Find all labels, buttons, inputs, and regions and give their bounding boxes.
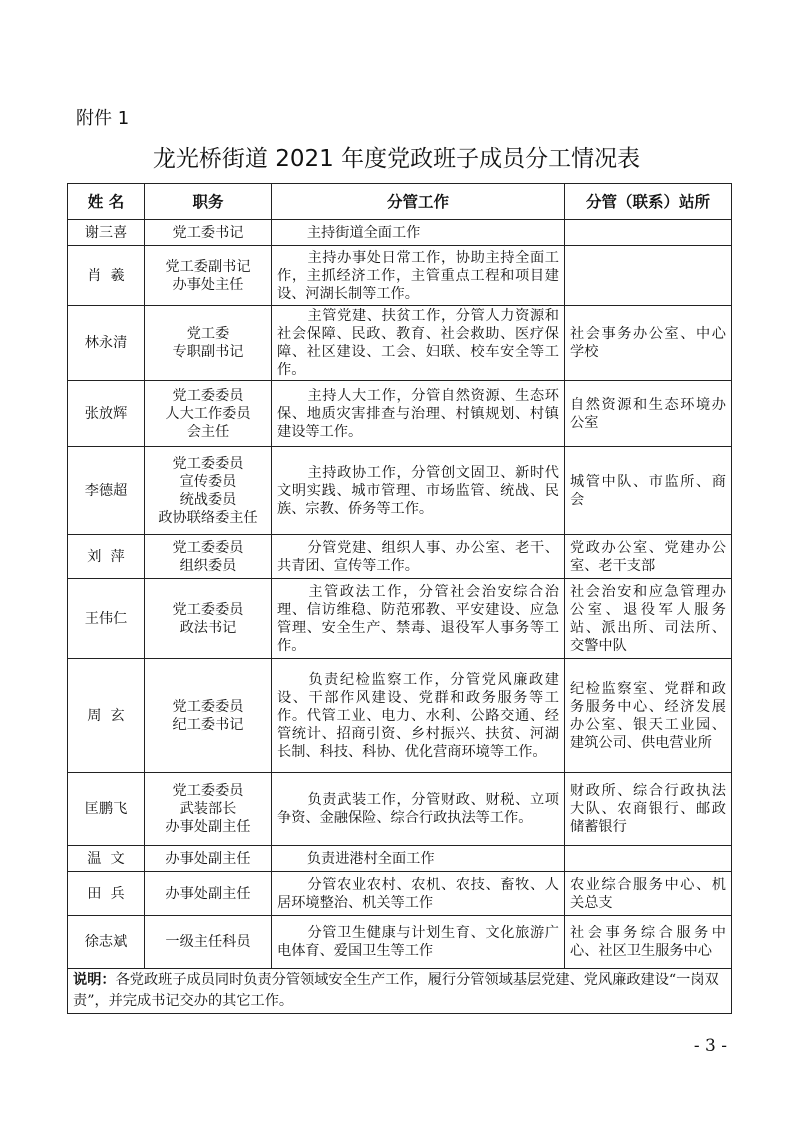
member-station: 社会事务综合服务中心、社区卫生服务中心	[565, 916, 732, 969]
member-role	[145, 381, 272, 447]
role-line: 办事处副主任	[165, 850, 251, 867]
member-name: 田 兵	[68, 872, 145, 916]
header-role: 职务	[145, 184, 272, 220]
work-text: 分管农业农村、农机、农技、畜牧、人居环境整治、机关等工作	[277, 876, 559, 911]
work-text: 主持办事处日常工作，协助主持全面工作，主抓经济工作，主管重点工程和项目建设、河湖长制等工作。	[277, 249, 559, 302]
work-text: 负责纪检监察工作，分管党风廉政建设、干部作风建设、党群和政务服务等工作。代管工业、电力、水利、公路交通、经管统计、招商引资、乡村振兴、扶贫、河湖长制、科技、科协、优化营商环境等工作。	[277, 671, 559, 760]
role-line: 办事处副主任	[165, 885, 251, 902]
table-row	[68, 220, 732, 246]
role-line: 人大工作委员	[165, 405, 251, 422]
member-role	[145, 659, 272, 773]
table-row	[68, 306, 732, 381]
role-line: 会主任	[186, 423, 230, 440]
role-line: 党工委委员	[172, 387, 244, 404]
role-line: 一级主任科员	[165, 934, 251, 950]
work-text: 分管党建、组织人事、办公室、老干、共青团、宣传等工作。	[277, 539, 559, 574]
assignment-table	[67, 183, 732, 1014]
role-line: 党工委	[186, 326, 230, 342]
document-title: 龙光桥街道 2021 年度党政班子成员分工情况表	[152, 146, 641, 172]
member-name: 张放辉	[68, 381, 145, 447]
member-work	[272, 579, 565, 659]
member-station: 财政所、综合行政执法大队、农商银行、邮政储蓄银行	[565, 773, 732, 846]
header-station: 分管（联系）站所	[565, 184, 732, 220]
member-name: 刘 萍	[68, 535, 145, 579]
work-text: 负责武装工作，分管财政、财税、立项争资、金融保险、综合行政执法等工作。	[277, 792, 559, 826]
member-work	[272, 381, 565, 447]
member-station: 城管中队、市监所、商会	[565, 447, 732, 535]
work-text: 主管党建、扶贫工作，分管人力资源和社会保障、民政、教育、社会救助、医疗保障、社区建设、工会、妇联、校车安全等工作。	[277, 308, 559, 378]
role-line: 政协联络委主任	[158, 509, 258, 526]
work-text: 负责进港村全面工作	[306, 850, 435, 867]
member-station	[565, 220, 732, 246]
member-role	[145, 220, 272, 246]
role-line: 党工委委员	[172, 601, 244, 618]
member-name: 周 玄	[68, 659, 145, 773]
role-line: 专职副书记	[172, 344, 244, 360]
member-work	[272, 773, 565, 846]
note-label: 说明：	[73, 972, 116, 988]
member-station: 社会事务办公室、中心学校	[565, 306, 732, 381]
member-name: 林永清	[68, 306, 145, 381]
member-station: 社会治安和应急管理办公室、退役军人服务站、派出所、司法所、交警中队	[565, 579, 732, 659]
member-role	[145, 447, 272, 535]
member-work	[272, 659, 565, 773]
member-work	[272, 447, 565, 535]
table-row	[68, 579, 732, 659]
member-role	[145, 579, 272, 659]
note-row	[68, 969, 732, 1014]
role-line: 党工委委员	[172, 783, 244, 799]
member-name: 匡鹏飞	[68, 773, 145, 846]
member-role	[145, 916, 272, 969]
member-role	[145, 246, 272, 306]
role-line: 党工委委员	[172, 539, 244, 556]
role-line: 武装部长	[179, 801, 237, 817]
member-station: 农业综合服务中心、机关总支	[565, 872, 732, 916]
table-row	[68, 381, 732, 447]
member-station: 自然资源和生态环境办公室	[565, 381, 732, 447]
note-text: 各党政班子成员同时负责分管领域安全生产工作，履行分管领域基层党建、党风廉政建设“一岗双责”，并完成书记交办的其它工作。	[73, 972, 719, 1009]
table-row	[68, 846, 732, 872]
member-name: 王伟仁	[68, 579, 145, 659]
member-name: 徐志斌	[68, 916, 145, 969]
member-role	[145, 535, 272, 579]
member-name: 温 文	[68, 846, 145, 872]
role-line: 组织委员	[179, 557, 237, 574]
member-role	[145, 872, 272, 916]
table-body	[68, 220, 732, 969]
member-name: 肖 羲	[68, 246, 145, 306]
role-line: 政法书记	[179, 619, 237, 636]
role-line: 党工委委员	[172, 698, 244, 715]
member-work	[272, 872, 565, 916]
work-text: 分管卫生健康与计划生育、文化旅游广电体育、爱国卫生等工作	[277, 925, 559, 959]
member-name: 谢三喜	[68, 220, 145, 246]
work-text: 主持街道全面工作	[306, 224, 421, 241]
table-header-row	[68, 184, 732, 220]
member-role	[145, 773, 272, 846]
member-work	[272, 246, 565, 306]
role-line: 党工委书记	[172, 224, 244, 241]
header-work: 分管工作	[272, 184, 565, 220]
attachment-label: 附件 1	[76, 108, 130, 129]
role-line: 办事处主任	[172, 276, 244, 293]
member-work	[272, 220, 565, 246]
role-line: 办事处副主任	[165, 819, 251, 835]
member-work	[272, 535, 565, 579]
member-station: 党政办公室、党建办公室、老干支部	[565, 535, 732, 579]
role-line: 统战委员	[179, 491, 237, 508]
work-text: 主持人大工作，分管自然资源、生态环保、地质灾害排查与治理、村镇规划、村镇建设等工作。	[277, 387, 559, 440]
role-line: 党工委副书记	[165, 258, 251, 275]
member-work	[272, 916, 565, 969]
role-line: 宣传委员	[179, 473, 237, 490]
header-name: 姓 名	[68, 184, 145, 220]
work-text: 主持政协工作，分管创文固卫、新时代文明实践、城市管理、市场监管、统战、民族、宗教、侨务等工作。	[277, 464, 559, 517]
work-text: 主管政法工作，分管社会治安综合治理、信访维稳、防范邪教、平安建设、应急管理、安全生产、禁毒、退役军人事务等工作。	[277, 583, 559, 654]
member-name: 李德超	[68, 447, 145, 535]
member-station	[565, 246, 732, 306]
table-row	[68, 872, 732, 916]
member-work	[272, 306, 565, 381]
table-row	[68, 773, 732, 846]
role-line: 党工委委员	[172, 455, 244, 472]
table-row	[68, 535, 732, 579]
page-number: - 3 -	[693, 1036, 727, 1056]
member-role	[145, 306, 272, 381]
table-row	[68, 246, 732, 306]
table-row	[68, 447, 732, 535]
member-work	[272, 846, 565, 872]
table-row	[68, 659, 732, 773]
role-line: 纪工委书记	[172, 716, 244, 733]
member-role	[145, 846, 272, 872]
note-cell	[68, 969, 732, 1014]
member-station	[565, 846, 732, 872]
table-row	[68, 916, 732, 969]
member-station: 纪检监察室、党群和政务服务中心、经济发展办公室、银天工业园、建筑公司、供电营业所	[565, 659, 732, 773]
